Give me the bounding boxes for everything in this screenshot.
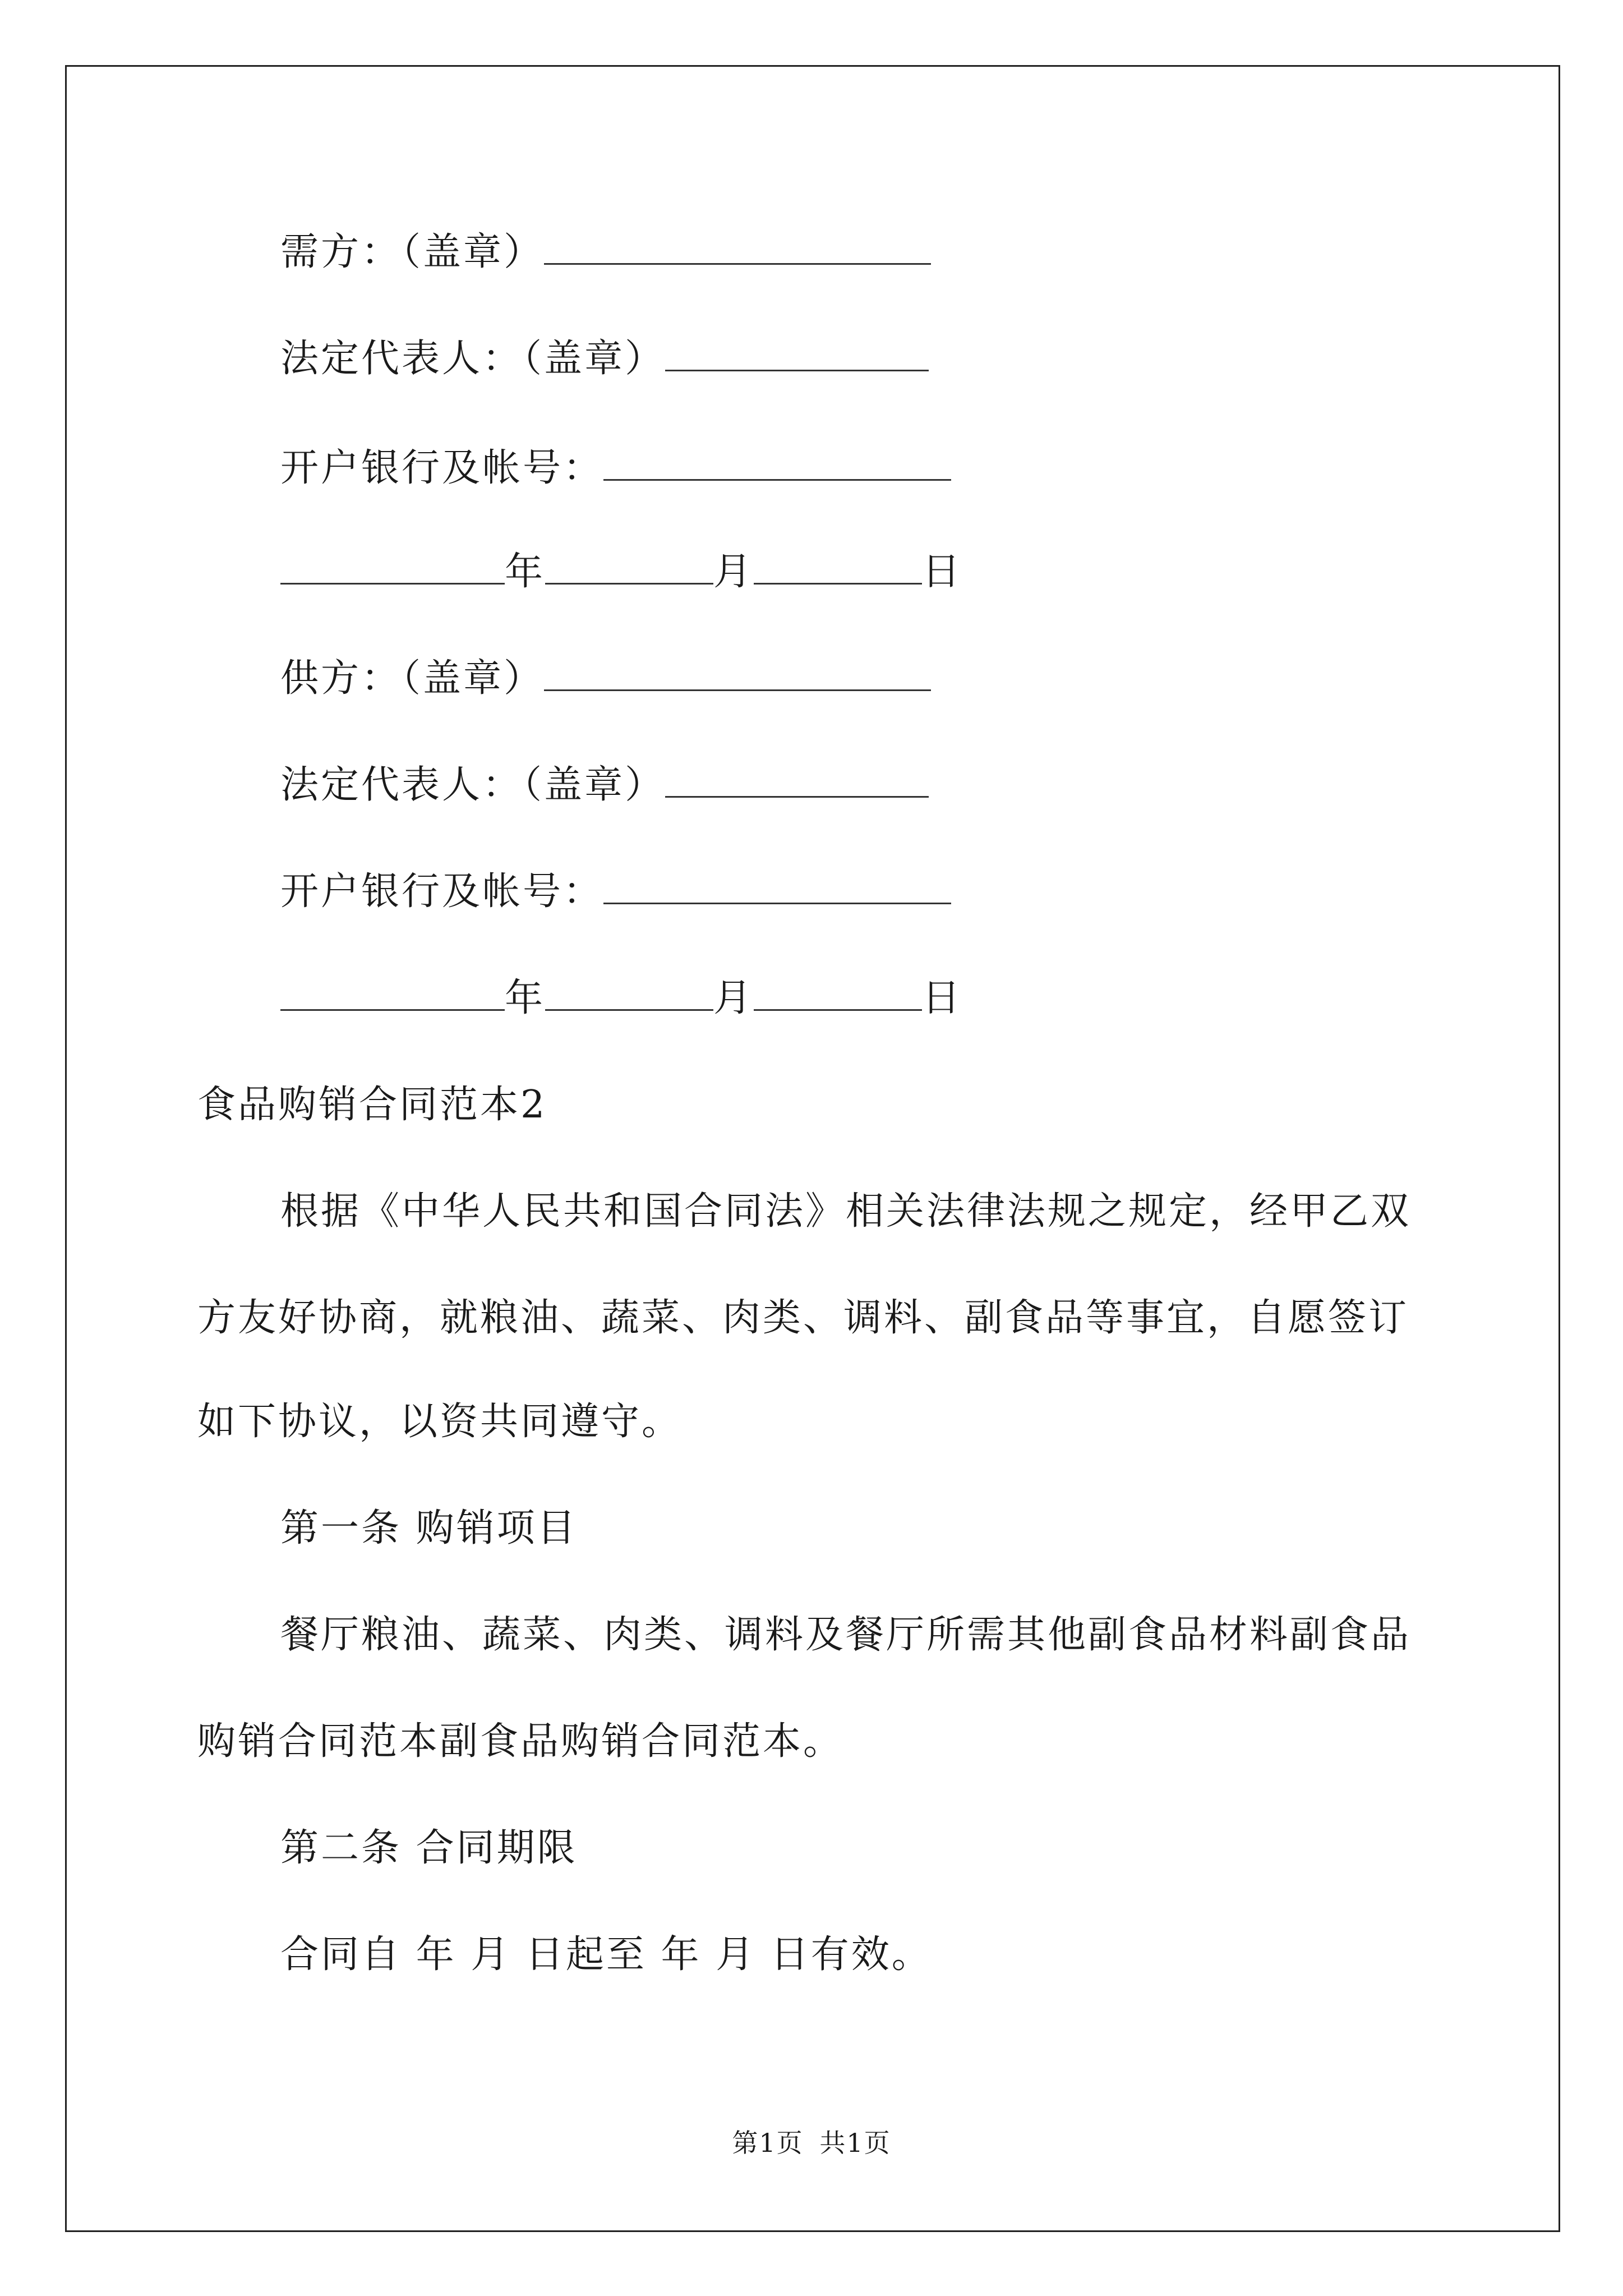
buyer-year-blank [280, 549, 505, 585]
seller-legal-rep-blank [665, 762, 929, 798]
seller-month-blank [545, 976, 713, 1011]
buyer-month-label: 月 [713, 550, 754, 594]
seller-legal-rep-label: 法定代表人：（盖章） [280, 763, 666, 807]
intro-line-3: 如下协议，以资共同遵守。 [197, 1400, 683, 1444]
seller-day-label: 日 [922, 976, 963, 1020]
article2-title: 第二条 合同期限 [280, 1826, 578, 1870]
page-footer [0, 2126, 1623, 2160]
buyer-bank-label: 开户银行及帐号： [280, 446, 604, 490]
intro-line-1: 根据《中华人民共和国合同法》相关法律法规之规定，经甲乙双 [280, 1189, 1412, 1234]
seller-seal-line [280, 654, 931, 704]
seller-bank-blank [603, 869, 951, 904]
buyer-day-blank [754, 549, 922, 585]
intro-line-2: 方友好协商，就粮油、蔬菜、肉类、调料、副食品等事宜，自愿签订 [197, 1296, 1409, 1340]
article1-line-2: 购销合同范本副食品购销合同范本。 [197, 1719, 844, 1764]
buyer-seal-line [280, 227, 931, 278]
page-border [65, 65, 1560, 2232]
page-number: 第1页 [732, 2128, 804, 2158]
article1-line-1: 餐厅粮油、蔬菜、肉类、调料及餐厅所需其他副食品材料副食品 [280, 1613, 1412, 1657]
seller-year-blank [280, 976, 505, 1011]
buyer-date-line [280, 547, 962, 597]
buyer-bank-line [280, 443, 951, 494]
buyer-seal-blank [544, 229, 931, 265]
seller-seal-label: 供方：（盖章） [280, 656, 545, 701]
buyer-legal-rep-line [280, 334, 929, 384]
buyer-year-label: 年 [505, 550, 546, 594]
seller-legal-rep-line [280, 760, 929, 811]
seller-year-label: 年 [505, 976, 546, 1020]
article1-title: 第一条 购销项目 [280, 1506, 578, 1550]
buyer-seal-label: 需方：（盖章） [280, 230, 545, 274]
seller-date-line [280, 973, 962, 1024]
article2-line-1: 合同自 年 月 日起至 年 月 日有效。 [280, 1932, 932, 1977]
seller-bank-label: 开户银行及帐号： [280, 869, 604, 914]
buyer-day-label: 日 [922, 550, 963, 594]
buyer-legal-rep-label: 法定代表人：（盖章） [280, 337, 666, 381]
section-title: 食品购销合同范本2 [197, 1083, 547, 1127]
seller-day-blank [754, 976, 922, 1011]
seller-bank-line [280, 867, 951, 917]
page-total: 共1页 [819, 2128, 891, 2158]
buyer-legal-rep-blank [665, 336, 929, 371]
seller-seal-blank [544, 656, 931, 691]
buyer-month-blank [545, 549, 713, 585]
seller-month-label: 月 [713, 976, 754, 1020]
buyer-bank-blank [603, 445, 951, 481]
